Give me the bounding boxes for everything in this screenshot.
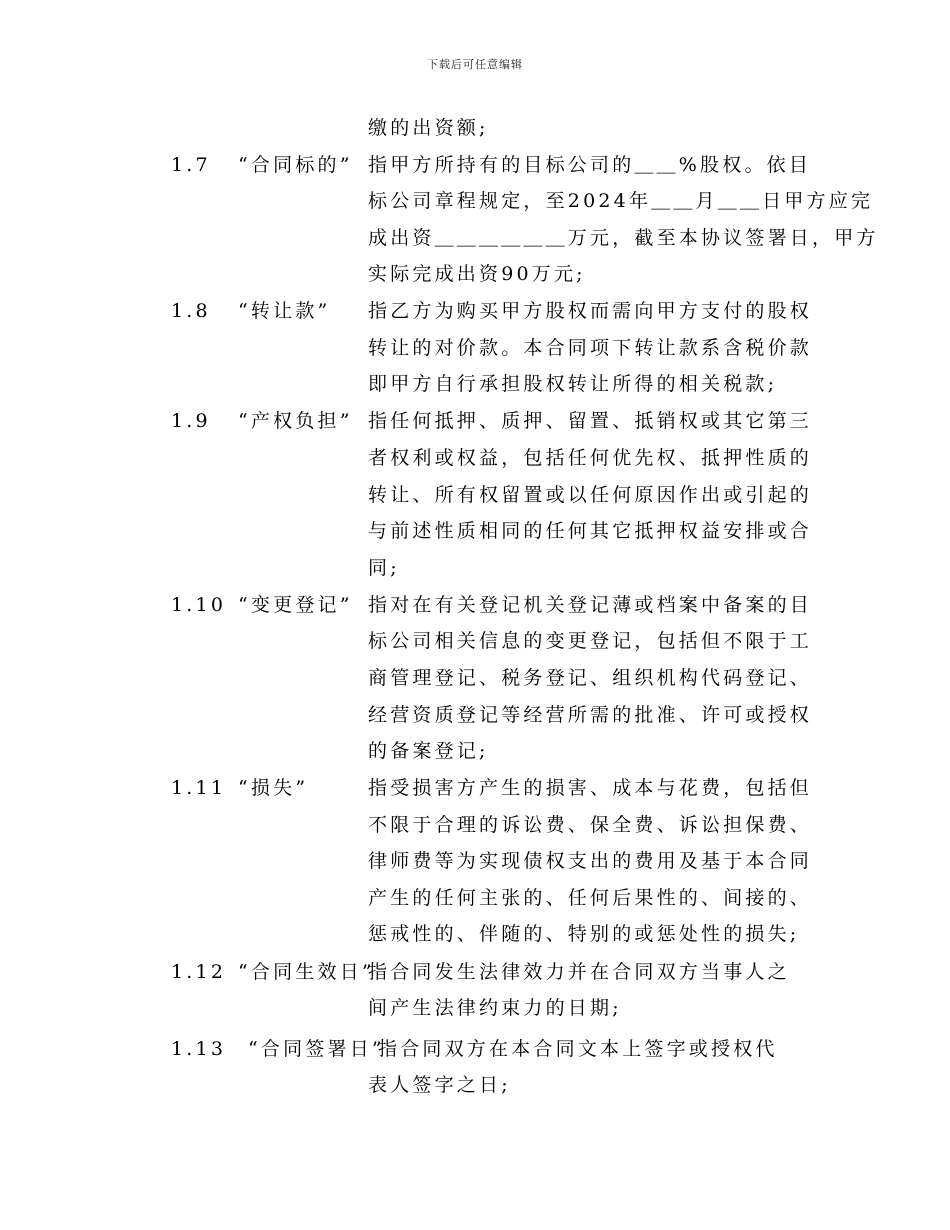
- clause-text-line: 表人签字之日;: [368, 1074, 511, 1096]
- clause-number: 1.8: [171, 300, 211, 322]
- clause-text-line: 实际完成出资90万元;: [368, 263, 586, 285]
- clause-text-line: 惩戒性的、伴随的、特别的或惩处性的损失;: [368, 923, 800, 945]
- clause-text-line: 指甲方所持有的目标公司的＿＿%股权。依目: [368, 154, 812, 176]
- clause-term: “产权负担”: [238, 410, 353, 432]
- clause-term: “合同生效日”: [238, 961, 375, 983]
- clause-text-line: 不限于合理的诉讼费、保全费、诉讼担保费、: [368, 814, 813, 836]
- clause-text-line: 转让的对价款。本合同项下转让款系含税价款: [368, 337, 813, 359]
- clause-text-line: 的备案登记;: [368, 740, 489, 762]
- clause-text-line: 经营资质登记等经营所需的批准、许可或授权: [368, 704, 813, 726]
- clause-text-line: 标公司章程规定，至2024年＿＿月＿＿日甲方应完: [368, 190, 874, 212]
- clause-term: “损失”: [238, 777, 309, 799]
- clause-text-line: 与前述性质相同的任何其它抵押权益安排或合: [368, 520, 813, 542]
- clause-number: 1.13: [171, 1038, 227, 1060]
- clause-text-line: 标公司相关信息的变更登记，包括但不限于工: [368, 630, 813, 652]
- clause-text-line: 指受损害方产生的损害、成本与花费，包括但: [368, 777, 813, 799]
- clause-text-line: 间产生法律约束力的日期;: [368, 997, 622, 1019]
- clause-number: 1.11: [171, 777, 227, 799]
- clause-text-line: 同;: [368, 557, 400, 579]
- clause-text-line: 指任何抵押、质押、留置、抵销权或其它第三: [368, 410, 813, 432]
- clause-number: 1.10: [171, 594, 227, 616]
- clause-text-line: 商管理登记、税务登记、组织机构代码登记、: [368, 667, 813, 689]
- clause-number: 1.9: [171, 410, 211, 432]
- clause-term: “合同标的”: [238, 154, 353, 176]
- clause-number: 1.12: [171, 961, 227, 983]
- continuation-line: 缴的出资额;: [368, 117, 489, 139]
- clause-term: “合同签署日”: [248, 1038, 385, 1060]
- clause-text-line: 转让、所有权留置或以任何原因作出或引起的: [368, 484, 813, 506]
- clause-text-line: 指合同双方在本合同文本上签字或授权代: [378, 1038, 778, 1060]
- clause-text-line: 律师费等为实现债权支出的费用及基于本合同: [368, 850, 813, 872]
- clause-text-line: 指合同发生法律效力并在合同双方当事人之: [368, 961, 790, 983]
- clause-text-line: 产生的任何主张的、任何后果性的、间接的、: [368, 887, 813, 909]
- clause-text-line: 即甲方自行承担股权转让所得的相关税款;: [368, 373, 778, 395]
- clause-text-line: 指乙方为购买甲方股权而需向甲方支付的股权: [368, 300, 813, 322]
- clause-text-line: 成出资＿＿＿＿＿＿万元，截至本协议签署日，甲方: [368, 227, 879, 249]
- clause-text-line: 者权利或权益，包括任何优先权、抵押性质的: [368, 447, 813, 469]
- clause-term: “变更登记”: [238, 594, 353, 616]
- clause-text-line: 指对在有关登记机关登记薄或档案中备案的目: [368, 594, 813, 616]
- page-header: 下载后可任意编辑: [427, 58, 523, 71]
- clause-number: 1.7: [171, 154, 211, 176]
- clause-term: “转让款”: [238, 300, 331, 322]
